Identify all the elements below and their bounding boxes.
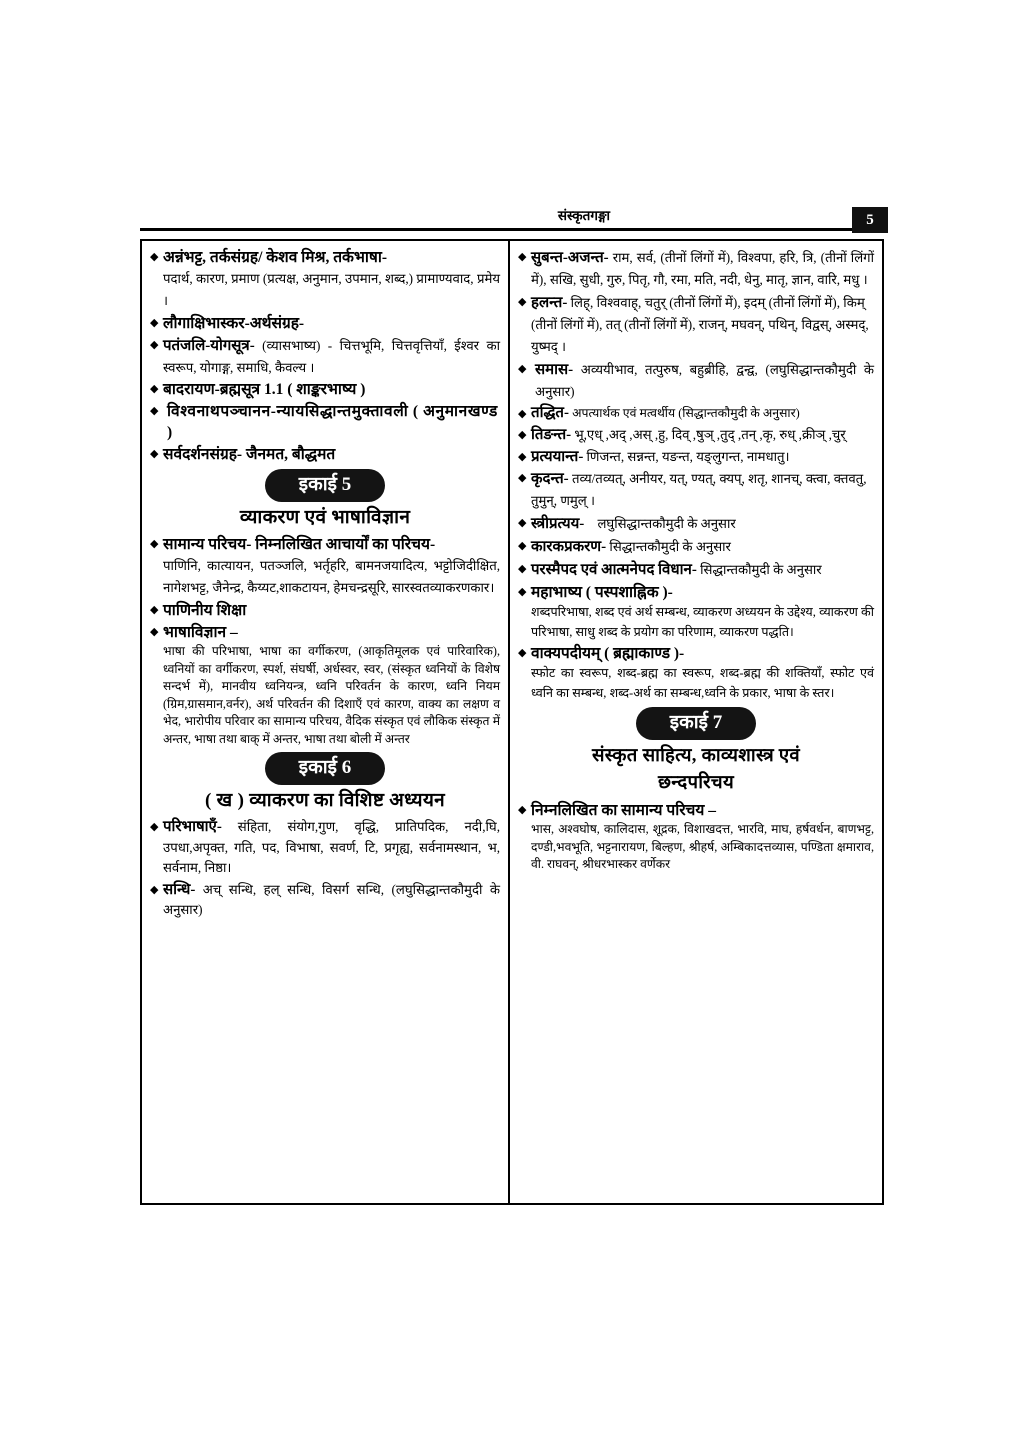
- right-column: [510, 241, 882, 1203]
- topic-heading: स्त्रीप्रत्यय-: [531, 516, 585, 532]
- topic-body: अपत्यार्थक एवं मत्वर्थीय (सिद्धान्तकौमुदी के अनुसार): [572, 406, 800, 420]
- topic-heading: सामान्य परिचय- निम्नलिखित आचार्यों का परिचय-: [163, 536, 436, 553]
- unit-6-badge: इकाई 6: [265, 752, 385, 785]
- topic-heading: सर्वदर्शनसंग्रह- जैनमत, बौद्धमत: [163, 446, 336, 463]
- list-item: [518, 425, 874, 446]
- list-item: [518, 513, 874, 535]
- list-item: [518, 468, 874, 512]
- list-item: [150, 401, 500, 443]
- diamond-bullet-icon: ◆: [150, 821, 159, 833]
- topic-heading: हलन्त-: [531, 295, 568, 311]
- list-item: [518, 359, 874, 403]
- diamond-bullet-icon: ◆: [518, 517, 527, 529]
- topic-heading: तिङन्त-: [531, 427, 572, 443]
- diamond-bullet-icon: ◆: [150, 405, 159, 417]
- topic-heading: तद्धित-: [531, 405, 569, 421]
- topic-heading: सुबन्त-अजन्त-: [531, 250, 609, 266]
- unit-6-title: ( ख ) व्याकरण का विशिष्ट अध्ययन: [205, 790, 446, 811]
- unit-badge-container: [150, 752, 500, 785]
- diamond-bullet-icon: ◆: [150, 626, 159, 638]
- diamond-bullet-icon: ◆: [150, 448, 159, 460]
- topic-body: संहिता, संयोग,गुण, वृद्धि, प्रातिपदिक, नदी,घि, उपधा,अपृक्त, गति, पद, विभाषा, सवर्ण, टि, प्रगृह्य, सर्वनामस्थान, भ, सर्वनाम, निष्ठा।: [163, 819, 501, 875]
- topic-body: णिजन्त, सन्नन्त, यङन्त, यङ्लुगन्त, नामधातु।: [586, 448, 790, 464]
- topic-body: (व्यासभाष्य) - चित्तभूमि, चित्तवृत्तियाँ, ईश्वर का स्वरूप, योगाङ्ग, समाधि, कैवल्य ।: [163, 338, 501, 375]
- topic-body: राम, सर्व, (तीनों लिंगों में), विश्वपा, हरि, त्रि, (तीनों लिंगों में), सखि, सुधी, गुरु, पितृ, गौ, रमा, मति, नदी, धेनु, मातृ, ज्ञान, वारि, मधु ।: [531, 250, 875, 287]
- diamond-bullet-icon: ◆: [518, 540, 527, 552]
- topic-heading: प्रत्ययान्त-: [531, 448, 584, 465]
- diamond-bullet-icon: ◆: [518, 363, 527, 375]
- diamond-bullet-icon: ◆: [518, 804, 527, 816]
- topic-body: स्फोट का स्वरूप, शब्द-ब्रह्म का स्वरूप, शब्द-ब्रह्म की शक्तियाँ, स्फोट एवं ध्वनि का सम्बन्ध, शब्द-अर्थ का सम्बन्ध,ध्वनि के प्रकार, भाषा के स्तर।: [531, 666, 874, 700]
- unit-7-title-line-1: संस्कृत साहित्य, काव्यशास्त्र एवं: [591, 746, 801, 766]
- diamond-bullet-icon: ◆: [518, 472, 527, 484]
- topic-heading: महाभाष्य ( पस्पशाह्निक )-: [531, 584, 673, 601]
- list-item: [518, 536, 874, 558]
- diamond-bullet-icon: ◆: [518, 586, 527, 598]
- list-item: [518, 643, 874, 703]
- topic-body: लघुसिद्धान्तकौमुदी के अनुसार: [597, 516, 736, 531]
- topic-heading: भाषाविज्ञान –: [163, 624, 238, 641]
- list-item: [150, 880, 500, 921]
- topic-body: लिह्, विश्ववाह्, चतुर् (तीनों लिंगों में), इदम् (तीनों लिंगों में), किम् (तीनों लिंगों में), तत् (तीनों लिंगों में), राजन्, मघवन्, पथिन्, विद्वस्, अस्मद्, युष्मद् ।: [531, 295, 869, 354]
- list-item: [150, 817, 500, 879]
- list-item: [518, 247, 874, 291]
- left-column: [142, 241, 510, 1203]
- diamond-bullet-icon: ◆: [518, 429, 527, 441]
- topic-heading: परिभाषाएँ-: [163, 819, 222, 835]
- diamond-bullet-icon: ◆: [518, 450, 527, 463]
- topic-body: पाणिनि, कात्यायन, पतञ्जलि, भर्तृहरि, बामनजयादित्य, भट्टोजिदीक्षित, नागेशभट्ट, जैनेन्द्र, कैय्यट,शाकटायन, हेमचन्द्रसूरि, सारस्वतव्याकरणकार।: [163, 558, 501, 595]
- list-item: [518, 800, 874, 874]
- topic-heading: समास-: [535, 362, 574, 378]
- diamond-bullet-icon: ◆: [150, 251, 159, 263]
- content-table: [140, 239, 884, 1205]
- topic-body: अच् सन्धि, हल् सन्धि, विसर्ग सन्धि, (लघुसिद्धान्तकौमुदी के अनुसार): [163, 881, 501, 917]
- topic-body: भू,एध् ,अद् ,अस् ,हु, दिव् ,षुञ् ,तुद् ,तन् ,कृ, रुध् ,क्रीञ् ,चुर्: [574, 427, 846, 442]
- topic-heading: पतंजलि-योगसूत्र-: [163, 338, 255, 354]
- page-number-badge: 5: [852, 207, 888, 233]
- header-divider-rule: [140, 228, 853, 231]
- unit-badge-container: [518, 707, 874, 740]
- list-item: [150, 622, 500, 748]
- list-item: [518, 582, 874, 642]
- list-item: [518, 292, 874, 358]
- unit-7-badge: इकाई 7: [636, 707, 756, 740]
- topic-heading: परस्मैपद एवं आत्मनेपद विधान-: [531, 562, 697, 578]
- unit-badge-container: [150, 469, 500, 502]
- diamond-bullet-icon: ◆: [518, 296, 527, 308]
- diamond-bullet-icon: ◆: [150, 538, 159, 550]
- diamond-bullet-icon: ◆: [518, 563, 527, 575]
- list-item: [518, 559, 874, 581]
- topic-heading: विश्वनाथपञ्चानन-न्यायसिद्धान्तमुक्तावली ( अनुमानखण्ड ): [167, 403, 498, 441]
- topic-body: पदार्थ, कारण, प्रमाण (प्रत्यक्ष, अनुमान, उपमान, शब्द,) प्रामाण्यवाद, प्रमेय ।: [163, 271, 501, 308]
- page-header: [140, 206, 888, 238]
- topic-heading: कृदन्त-: [531, 471, 569, 487]
- diamond-bullet-icon: ◆: [150, 317, 159, 329]
- diamond-bullet-icon: ◆: [518, 408, 527, 420]
- list-item: [150, 335, 500, 378]
- topic-body: अव्ययीभाव, तत्पुरुष, बहुब्रीहि, द्वन्द्व, (लघुसिद्धान्तकौमुदी के अनुसार): [535, 362, 875, 399]
- book-title: संस्कृतगङ्गा: [557, 208, 610, 223]
- diamond-bullet-icon: ◆: [150, 883, 159, 896]
- unit-5-title: व्याकरण एवं भाषाविज्ञान: [239, 507, 411, 528]
- topic-heading: वाक्यपदीयम् ( ब्रह्माकाण्ड )-: [531, 645, 685, 662]
- topic-heading: बादरायण-ब्रह्मसूत्र 1.1 ( शाङ्करभाष्य ): [163, 381, 366, 398]
- diamond-bullet-icon: ◆: [150, 339, 159, 351]
- topic-heading: कारकप्रकरण-: [531, 539, 607, 555]
- unit-5-badge: इकाई 5: [265, 469, 385, 502]
- topic-body: तव्य/तव्यत्, अनीयर, यत्, ण्यत्, क्यप्, शतृ, शानच्, क्त्वा, क्तवतु, तुमुन्, णमुल् ।: [531, 471, 867, 508]
- topic-body: सिद्धान्तकौमुदी के अनुसार: [609, 539, 731, 554]
- topic-heading: सन्धि-: [163, 881, 196, 898]
- topic-body: भास, अश्वघोष, कालिदास, शूद्रक, विशाखदत्त, भारवि, माघ, हर्षवर्धन, बाणभट्ट, दण्डी,भवभूति, भट्टनारायण, बिल्हण, श्रीहर्ष, अम्बिकादत्तव्यास, पण्डिता क्षमाराव, वी. राघवन्, श्रीधरभास्कर वर्णेकर: [531, 822, 874, 871]
- diamond-bullet-icon: ◆: [150, 604, 159, 616]
- diamond-bullet-icon: ◆: [150, 383, 159, 395]
- list-item: [150, 534, 500, 599]
- topic-heading: अन्नंभट्ट, तर्कसंग्रह/ केशव मिश्र, तर्कभाषा-: [163, 249, 388, 266]
- list-item: [150, 247, 500, 312]
- list-item: [150, 600, 500, 621]
- diamond-bullet-icon: ◆: [518, 647, 527, 659]
- topic-heading: लौगाक्षिभास्कर-अर्थसंग्रह-: [163, 315, 305, 332]
- topic-heading: निम्नलिखित का सामान्य परिचय –: [531, 802, 717, 819]
- topic-body: शब्दपरिभाषा, शब्द एवं अर्थ सम्बन्ध, व्याकरण अध्ययन के उद्देश्य, व्याकरण की परिभाषा, साधु शब्द के प्रयोग का परिणाम, व्याकरण पद्धति।: [531, 605, 874, 639]
- unit-7-title-line-2: छन्दपरिचय: [658, 773, 734, 793]
- topic-heading: पाणिनीय शिक्षा: [163, 602, 247, 619]
- topic-body: भाषा की परिभाषा, भाषा का वर्गीकरण, (आकृतिमूलक एवं पारिवारिक), ध्वनियों का वर्गीकरण, स्पर्श, संघर्षी, अर्धस्वर, स्वर, (संस्कृत ध्वनियों के विशेष सन्दर्भ में), मानवीय ध्वनियन्त्र, ध्वनि परिवर्तन के कारण, ध्वनि नियम (ग्रिम,ग्रासमान,वर्नर), अर्थ परिवर्तन की दिशाएँ एवं कारण, वाक्य का लक्षण व भेद, भारोपीय परिवार का सामान्य परिचय, वैदिक संस्कृत एवं लौकिक संस्कृत में अन्तर, भाषा तथा बाक् में अन्तर, भाषा तथा बोली में अन्तर: [163, 644, 501, 746]
- list-item: [150, 379, 500, 400]
- diamond-bullet-icon: ◆: [518, 251, 527, 263]
- list-item: [150, 444, 500, 465]
- list-item: [518, 447, 874, 468]
- list-item: [150, 313, 500, 334]
- topic-body: सिद्धान्तकौमुदी के अनुसार: [700, 562, 822, 577]
- list-item: [518, 404, 874, 424]
